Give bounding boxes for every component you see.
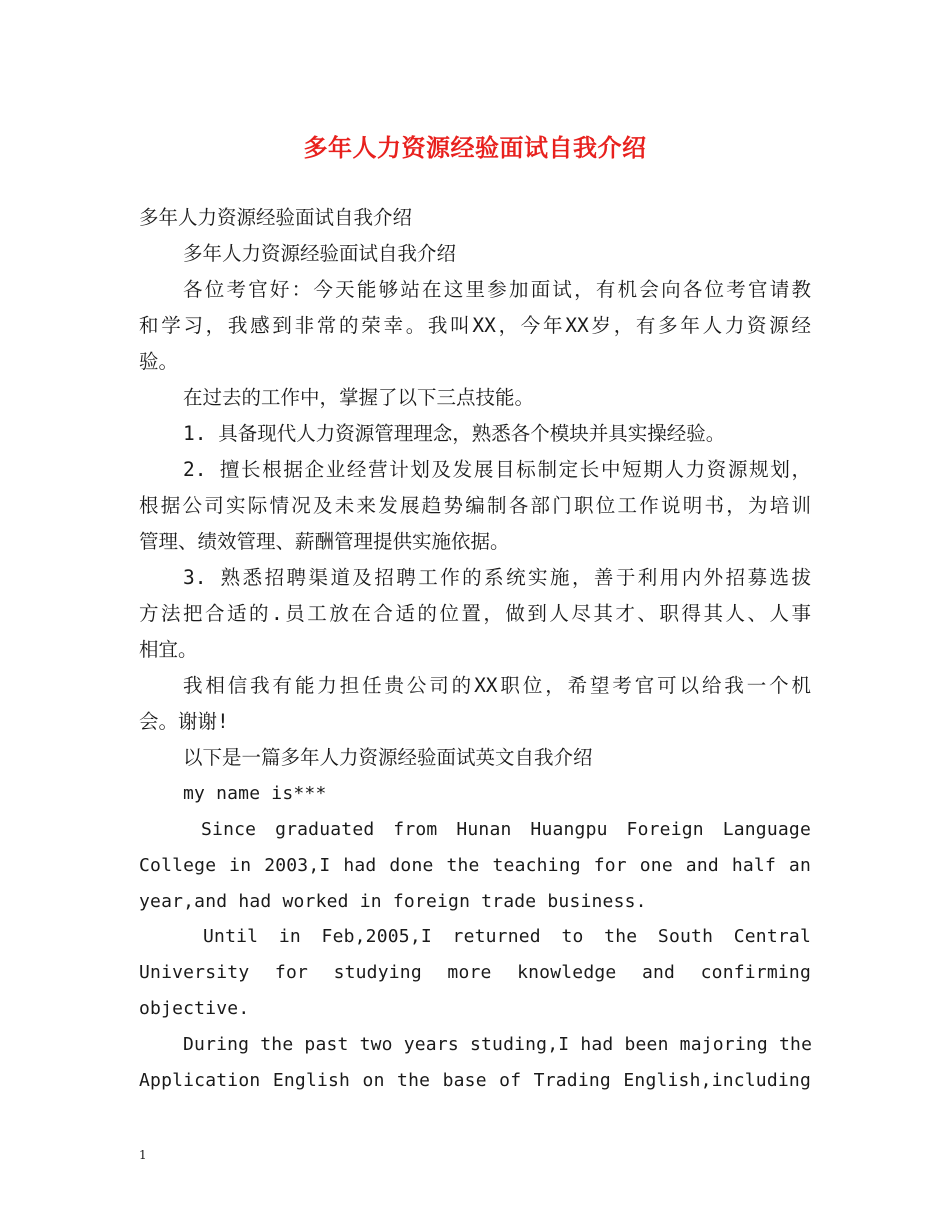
body-line: 多年人力资源经验面试自我介绍 (139, 206, 413, 229)
body-line: 我相信我有能力担任贵公司的XX职位，希望考官可以给我一个机 (183, 674, 811, 697)
body-line: 方法把合适的.员工放在合适的位置，做到人尽其才、职得其人、人事 (139, 602, 811, 625)
english-line: my name is*** (183, 783, 327, 804)
english-line: University for studying more knowledge and confirming (139, 962, 811, 983)
english-line: Until in Feb,2005,I returned to the South Central (203, 926, 811, 947)
english-line: Application English on the base of Trading English,including (139, 1070, 811, 1091)
english-line: objective. (139, 998, 250, 1019)
body-line: 会。谢谢! (139, 710, 229, 733)
english-line: Since graduated from Hunan Huangpu Foreign Language (201, 819, 811, 840)
body-line: 以下是一篇多年人力资源经验面试英文自我介绍 (183, 746, 593, 769)
body-line: 和学习，我感到非常的荣幸。我叫XX，今年XX岁，有多年人力资源经 (139, 314, 811, 337)
body-line: 管理、绩效管理、薪酬管理提供实施依据。 (139, 530, 510, 553)
body-line: 各位考官好：今天能够站在这里参加面试，有机会向各位考官请教 (183, 278, 811, 301)
english-line: During the past two years studing,I had been majoring the (183, 1034, 813, 1055)
english-line: year,and had worked in foreign trade business. (139, 891, 647, 912)
body-line: 在过去的工作中，掌握了以下三点技能。 (183, 386, 535, 409)
body-line: 验。 (139, 350, 179, 373)
page-number: 1 (139, 1148, 147, 1162)
document-title: 多年人力资源经验面试自我介绍 (303, 133, 647, 162)
body-line: 相宜。 (139, 638, 198, 661)
body-line: 多年人力资源经验面试自我介绍 (183, 242, 457, 265)
body-line: 根据公司实际情况及未来发展趋势编制各部门职位工作说明书，为培训 (139, 494, 811, 517)
english-line: College in 2003,I had done the teaching for one and half an (139, 855, 811, 876)
body-line: 3. 熟悉招聘渠道及招聘工作的系统实施，善于利用内外招募选拔 (183, 566, 811, 589)
body-line: 1. 具备现代人力资源管理理念，熟悉各个模块并具实操经验。 (183, 422, 726, 445)
body-line: 2. 擅长根据企业经营计划及发展目标制定长中短期人力资源规划， (183, 458, 811, 481)
